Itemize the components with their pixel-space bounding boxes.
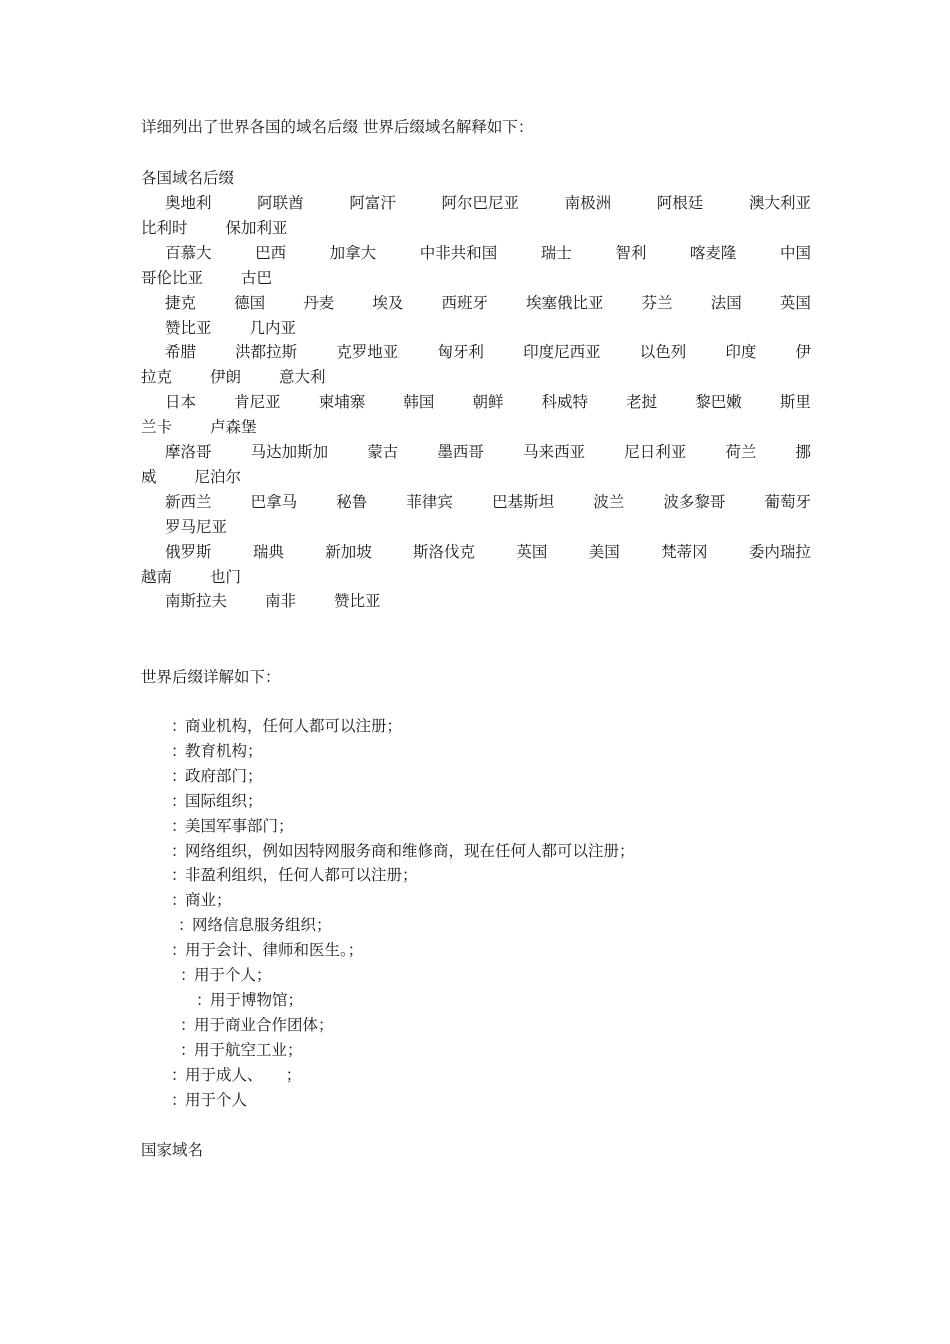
suffix-colon: ：	[171, 941, 187, 959]
suffix-description: 用于会计、律师和医生。；	[185, 941, 364, 959]
country-row	[141, 564, 811, 589]
country-name: 芬兰	[641, 293, 673, 312]
country-name: 兰卡	[141, 417, 173, 436]
country-name: 摩洛哥	[165, 442, 212, 461]
country-name: 伊	[795, 342, 811, 361]
country-name: 南极洲	[564, 193, 612, 212]
suffix-item	[171, 715, 402, 737]
suffix-colon: ：	[196, 991, 212, 1009]
country-name: 西班牙	[441, 293, 488, 312]
country-row	[165, 339, 811, 364]
country-name: 伊朗	[210, 367, 242, 386]
country-name: 科威特	[541, 392, 589, 411]
country-name: 阿联酋	[257, 193, 304, 212]
country-name: 赞比亚	[334, 591, 381, 610]
country-name: 尼日利亚	[624, 442, 687, 461]
suffix-description: 用于个人；	[194, 966, 272, 984]
suffix-description: 美国军事部门；	[185, 817, 294, 835]
country-name: 韩国	[403, 392, 435, 411]
suffix-description: 非盈利组织，任何人都可以注册；	[185, 866, 418, 884]
country-name: 捷克	[165, 293, 197, 312]
suffix-colon: ：	[171, 742, 187, 760]
suffix-colon: ：	[171, 767, 187, 785]
country-name: 蒙古	[367, 442, 399, 461]
suffix-item	[171, 840, 635, 862]
country-name: 挪	[795, 442, 811, 461]
suffix-item	[171, 864, 418, 886]
country-name: 新西兰	[165, 492, 212, 511]
country-name: 马达加斯加	[250, 442, 329, 461]
country-name: 巴基斯坦	[492, 492, 555, 511]
country-name: 委内瑞拉	[748, 542, 811, 561]
country-name: 智利	[615, 243, 647, 262]
suffix-item	[196, 989, 303, 1011]
suffix-colon: ：	[180, 966, 196, 984]
country-row	[141, 464, 811, 489]
suffix-item	[171, 740, 263, 762]
country-name: 澳大利亚	[748, 193, 811, 212]
country-name: 古巴	[241, 268, 273, 287]
suffix-item	[171, 1089, 247, 1111]
suffix-colon: ：	[180, 1041, 196, 1059]
suffix-description: 国际组织；	[185, 792, 263, 810]
country-name: 几内亚	[249, 318, 297, 337]
country-name: 美国	[588, 542, 620, 561]
suffix-description: 用于商业合作团体；	[194, 1016, 334, 1034]
suffix-description: 商业机构，任何人都可以注册；	[185, 717, 403, 735]
country-name: 阿尔巴尼亚	[441, 193, 519, 212]
suffix-item	[171, 939, 363, 961]
suffix-description: 网络组织，例如因特网服务商和维修商，现在任何人都可以注册；	[185, 842, 635, 860]
country-name: 希腊	[165, 342, 197, 361]
country-name: 墨西哥	[437, 442, 484, 461]
suffix-colon: ：	[171, 817, 187, 835]
country-row	[165, 190, 811, 215]
country-name: 瑞士	[540, 243, 572, 262]
suffix-description: 商业；	[185, 891, 232, 909]
country-name: 朝鲜	[472, 392, 504, 411]
suffix-colon: ：	[171, 792, 187, 810]
suffix-heading: 世界后缀详解如下：	[141, 668, 281, 686]
country-name: 印度	[725, 342, 757, 361]
country-name: 斯里	[779, 392, 811, 411]
suffix-item	[171, 815, 294, 837]
country-name: 老挝	[626, 392, 658, 411]
suffix-colon: ：	[171, 1066, 187, 1084]
country-name: 克罗地亚	[336, 342, 399, 361]
country-name: 柬埔寨	[318, 392, 366, 411]
intro-text: 详细列出了世界各国的域名后缀 世界后缀域名解释如下：	[141, 118, 534, 136]
country-row	[141, 215, 811, 240]
suffix-item	[180, 1014, 334, 1036]
country-name: 巴西	[255, 243, 287, 262]
country-row	[165, 240, 811, 265]
country-name: 中非共和国	[419, 243, 498, 262]
country-name: 荷兰	[725, 442, 757, 461]
suffix-item	[178, 914, 332, 936]
country-name: 新加坡	[325, 542, 372, 561]
suffix-item	[171, 765, 263, 787]
country-row	[141, 265, 811, 290]
country-name: 斯洛伐克	[413, 542, 476, 561]
suffix-description: 政府部门；	[185, 767, 263, 785]
country-name: 黎巴嫩	[695, 392, 742, 411]
suffix-description: 用于航空工业；	[194, 1041, 303, 1059]
country-name: 哥伦比亚	[141, 268, 204, 287]
suffix-item	[180, 1039, 303, 1061]
country-name: 德国	[234, 293, 266, 312]
suffix-colon: ：	[171, 891, 187, 909]
country-name: 越南	[141, 567, 173, 586]
country-row	[141, 414, 811, 439]
country-name: 英国	[516, 542, 548, 561]
country-name: 保加利亚	[225, 218, 288, 237]
suffix-description: 用于成人、 ；	[185, 1066, 302, 1084]
country-name: 秘鲁	[336, 492, 368, 511]
country-name: 加拿大	[329, 243, 377, 262]
country-name: 意大利	[279, 367, 326, 386]
suffix-item	[171, 889, 232, 911]
country-row	[165, 489, 811, 514]
country-name: 丹麦	[303, 293, 335, 312]
country-name: 肯尼亚	[234, 392, 281, 411]
country-name: 波多黎哥	[663, 492, 726, 511]
country-name: 瑞典	[252, 542, 284, 561]
suffix-description: 网络信息服务组织；	[192, 916, 332, 934]
country-row	[165, 290, 811, 315]
suffix-item	[171, 1064, 301, 1086]
country-name: 卢森堡	[210, 417, 257, 436]
country-name: 中国	[779, 243, 811, 262]
country-name: 以色列	[639, 342, 687, 361]
suffix-colon: ：	[171, 842, 187, 860]
country-name: 俄罗斯	[165, 542, 212, 561]
suffix-colon: ：	[180, 1016, 196, 1034]
suffix-description: 教育机构；	[185, 742, 263, 760]
country-name: 比利时	[141, 218, 188, 237]
suffix-colon: ：	[171, 717, 187, 735]
country-row	[141, 364, 811, 389]
section-heading: 各国域名后缀	[141, 169, 235, 187]
country-row	[165, 439, 811, 464]
country-name: 阿富汗	[349, 193, 396, 212]
country-name: 日本	[165, 392, 197, 411]
country-row	[165, 588, 811, 613]
country-name: 尼泊尔	[194, 467, 242, 486]
country-name: 埃及	[372, 293, 404, 312]
country-name: 阿根廷	[656, 193, 704, 212]
footer-heading: 国家域名	[141, 1141, 204, 1159]
suffix-description: 用于个人	[185, 1091, 248, 1109]
country-name: 南斯拉夫	[165, 591, 228, 610]
country-name: 罗马尼亚	[165, 517, 228, 536]
country-row	[165, 539, 811, 564]
country-name: 巴拿马	[250, 492, 298, 511]
suffix-item	[180, 964, 272, 986]
country-name: 洪都拉斯	[235, 342, 298, 361]
country-name: 拉克	[141, 367, 173, 386]
country-name: 菲律宾	[406, 492, 453, 511]
suffix-description: 用于博物馆；	[210, 991, 304, 1009]
country-name: 赞比亚	[165, 318, 212, 337]
country-name: 南非	[265, 591, 297, 610]
country-name: 梵蒂冈	[661, 542, 708, 561]
country-name: 英国	[779, 293, 811, 312]
country-name: 奥地利	[165, 193, 212, 212]
country-row	[165, 315, 811, 340]
country-row	[165, 389, 811, 414]
suffix-colon: ：	[171, 866, 187, 884]
country-name: 威	[141, 467, 157, 486]
country-name: 埃塞俄比亚	[526, 293, 604, 312]
country-name: 法国	[710, 293, 742, 312]
country-name: 百慕大	[165, 243, 212, 262]
country-name: 马来西亚	[523, 442, 586, 461]
country-name: 印度尼西亚	[523, 342, 601, 361]
country-name: 波兰	[593, 492, 625, 511]
country-row	[165, 514, 811, 539]
country-name: 匈牙利	[437, 342, 484, 361]
country-name: 葡萄牙	[764, 492, 811, 511]
suffix-colon: ：	[178, 916, 194, 934]
suffix-colon: ：	[171, 1091, 187, 1109]
country-name: 喀麦隆	[689, 243, 737, 262]
suffix-item	[171, 790, 263, 812]
country-name: 也门	[210, 567, 242, 586]
